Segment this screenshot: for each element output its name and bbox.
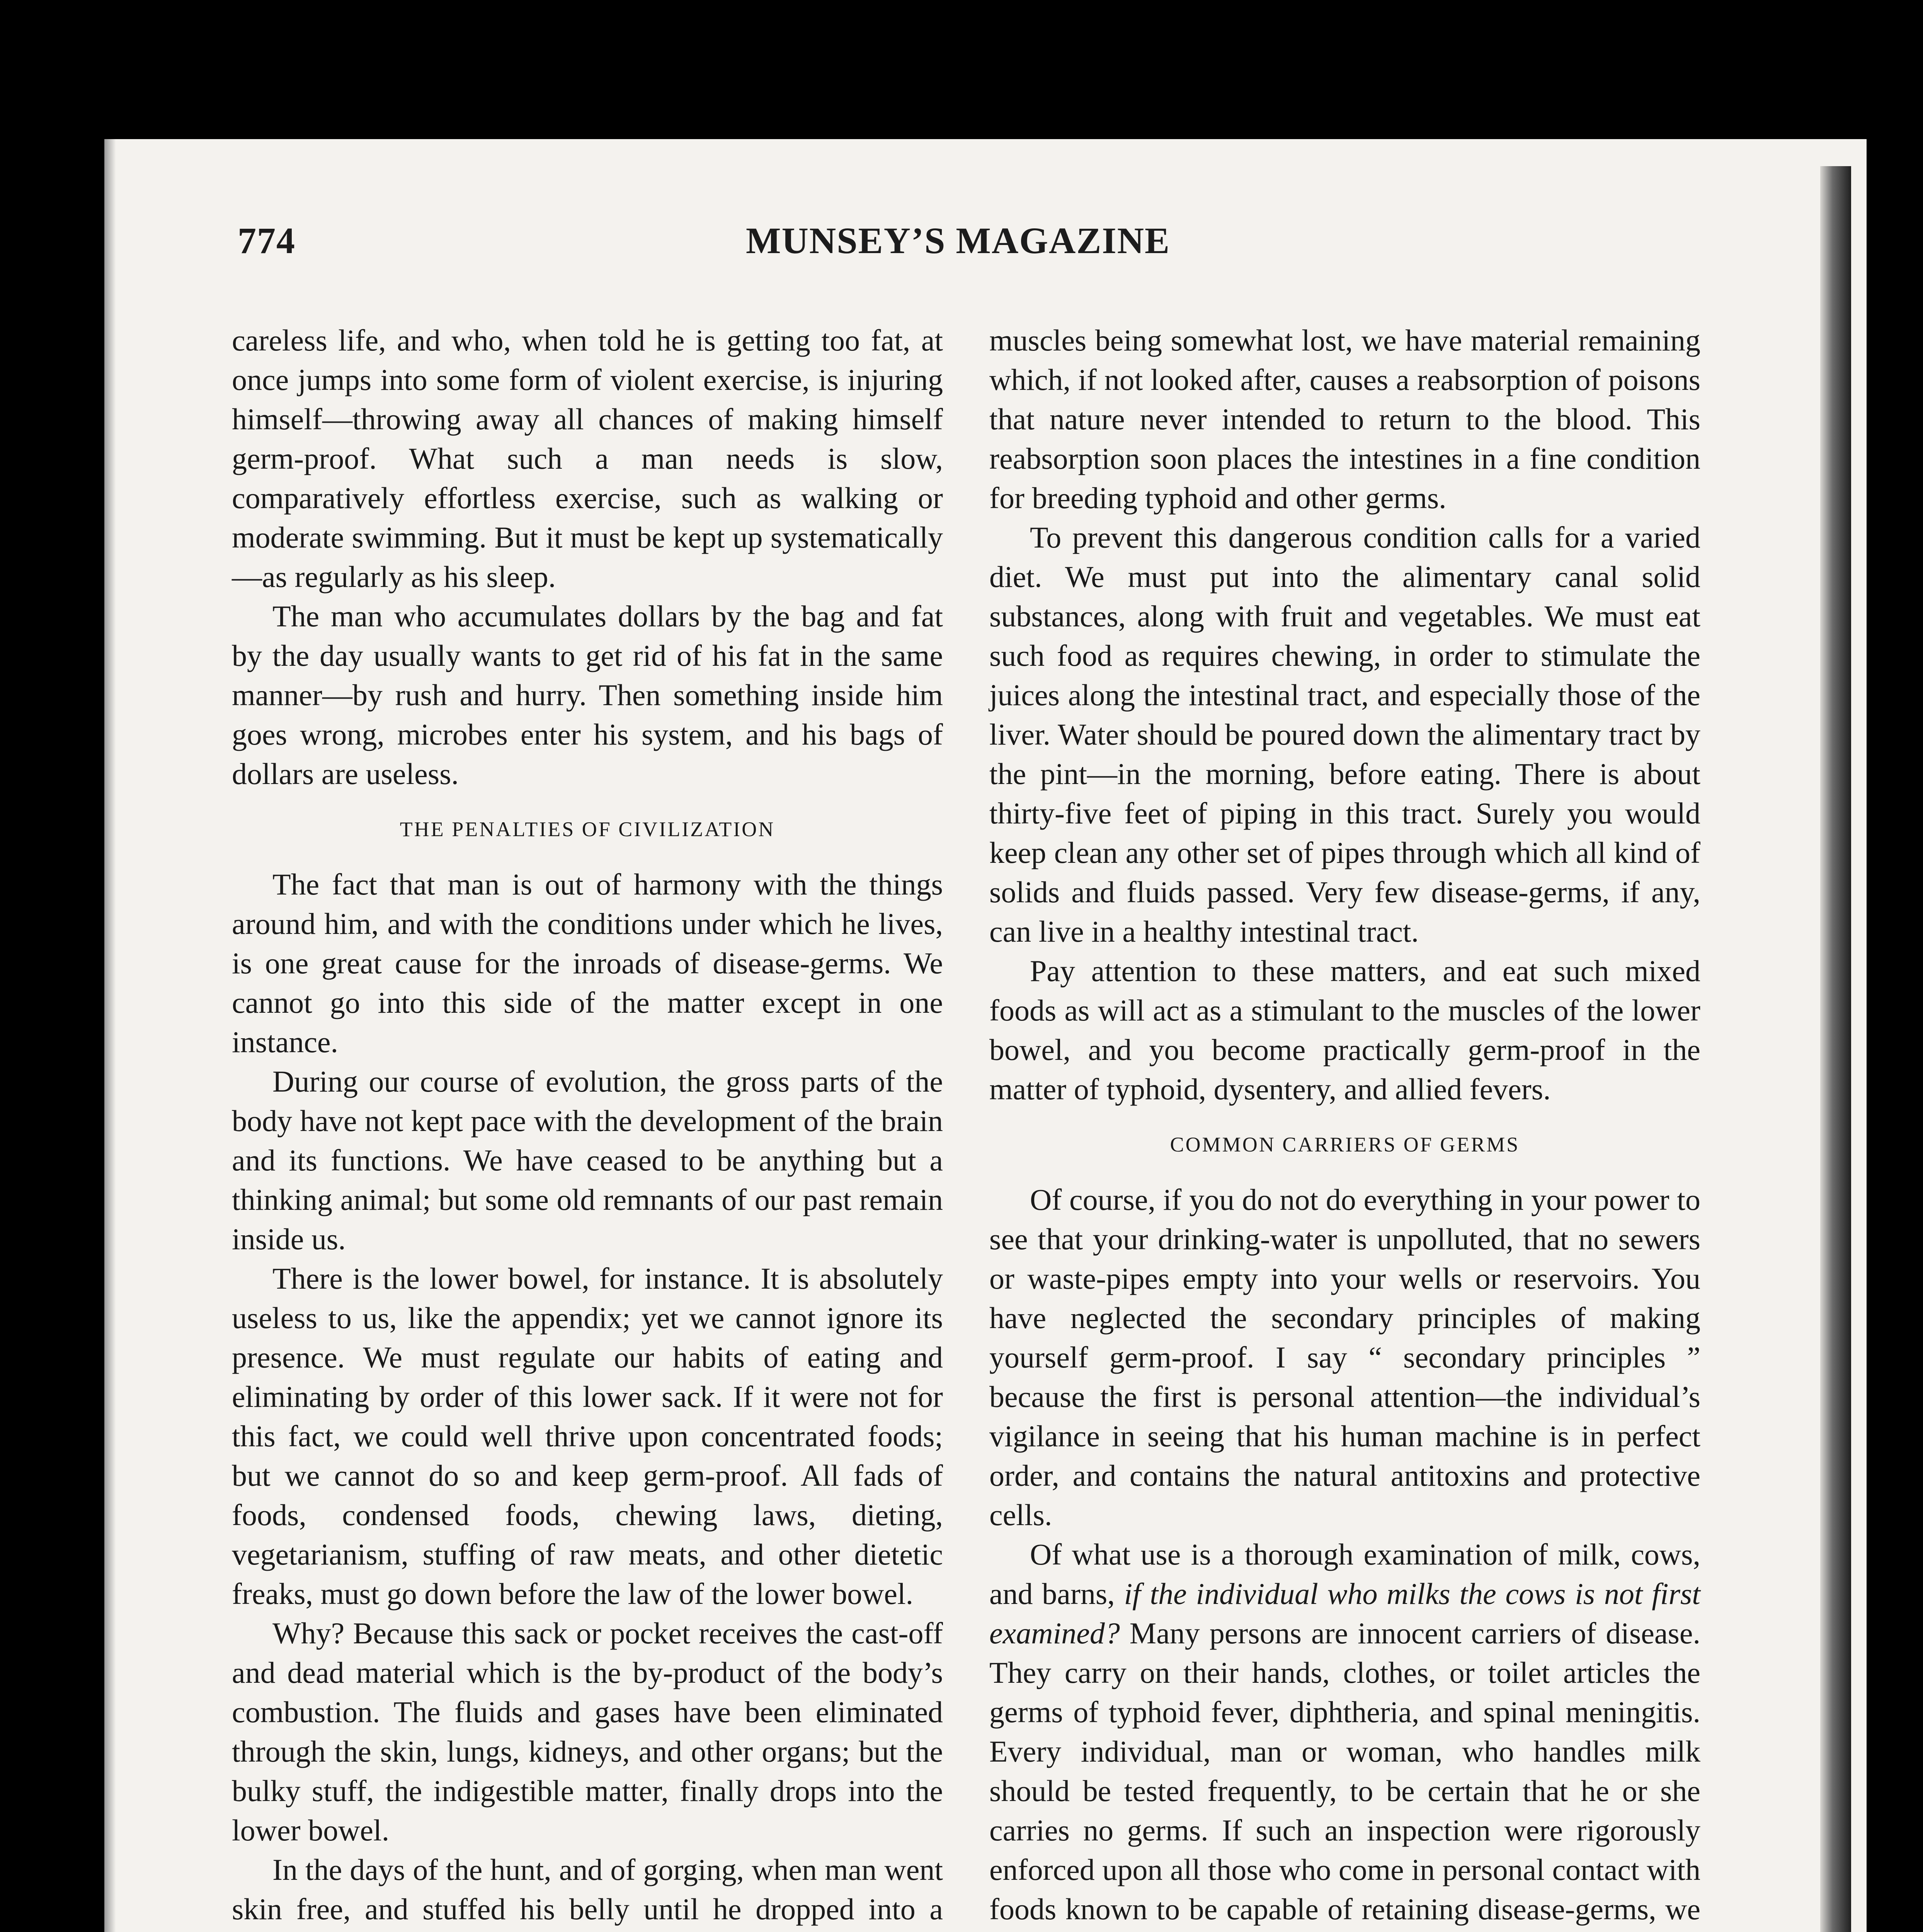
section-heading: COMMON CARRIERS OF GERMS — [1170, 1133, 1520, 1156]
paragraph: Why? Because this sack or pocket receives the cast-off and dead material which is the by-product of the body’s combustion. The fluids and gases have been eliminated through the skin, lungs, kidneys, and other organs; but the bulky stuff, the indigestible matter, finally drops into the lower bowel. — [232, 1616, 943, 1847]
paragraph: The fact that man is out of harmony with the things around him, and with the conditions under which he lives, is one great cause for the inroads of disease-germs. We cannot go into this side of the matter except in one instance. — [232, 867, 943, 1059]
paragraph-text: Of what use is a thorough examination of milk, cows, and barns, — [989, 1537, 1700, 1611]
section-heading: THE PENALTIES OF CIVILIZATION — [400, 818, 775, 841]
left-column — [232, 321, 943, 1932]
paragraph: careless life, and who, when told he is getting too fat, at once jumps into some form of violent exercise, is injuring himself—throwing away all chances of making himself germ-proof. What such a man needs is slow, comparatively effortless exercise, such as walking or moderate swimming. But it must be kept up systematically—as regularly as his sleep. — [232, 323, 943, 594]
paragraph: In the days of the hunt, and of gorging, when man went skin free, and stuffed his belly until he dropped into a — [232, 1853, 943, 1926]
right-column — [989, 321, 1700, 1932]
paragraph: There is the lower bowel, for instance. It is absolutely useless to us, like the appendix; yet we cannot ignore its presence. We must regulate our habits of eating and eliminating by order of this lower sack. If it were not for this fact, we could well thrive upon concentrated foods; but we cannot do so and keep germ-proof. All fads of foods, condensed foods, chewing laws, dieting, vegetarianism, stuffing of raw meats, and other dietetic freaks, must go down before the law of the lower bowel. — [232, 1262, 943, 1611]
paragraph: Of course, if you do not do everything in your power to see that your drinking-water is unpolluted, that no sewers or waste-pipes empty into your wells or reservoirs. You have neglected the secondary principles of making yourself germ-proof. I say “ secondary principles ” because the first is personal attention—the individual’s vigilance in seeing that his human machine is in perfect order, and contains the natural antitoxins and protective cells. — [989, 1183, 1700, 1532]
italic-emphasis: if the individual who milks the cows is not first examined? — [989, 1577, 1700, 1650]
paragraph: muscles being somewhat lost, we have material remaining which, if not looked after, causes a reabsorption of poisons that nature never intended to return to the blood. This reabsorption soon places the intestines in a fine condition for breeding typhoid and other germs. — [989, 323, 1700, 515]
paragraph: Pay attention to these matters, and eat such mixed foods as will act as a stimulant to the muscles of the lower bowel, and you become practically germ-proof in the matter of typhoid, dysentery, and allied fevers. — [989, 954, 1700, 1106]
page-gutter-shadow — [104, 139, 116, 1932]
page-edge-shadow — [1820, 166, 1851, 1932]
paragraph: During our course of evolution, the gross parts of the body have not kept pace with the development of the brain and its functions. We have ceased to be anything but a thinking animal; but some old remnants of our past remain inside us. — [232, 1065, 943, 1256]
paragraph — [989, 1535, 1700, 1932]
paragraph: To prevent this dangerous condition calls for a varied diet. We must put into the alimentary canal solid substances, along with fruit and vegetables. We must eat such food as requires chewing, in order to stimulate the juices along the intestinal tract, and especially those of the liver. Water should be poured down the alimentary tract by the pint—in the morning, before eating. There is about thirty-five feet of piping in this tract. Surely you would keep clean any other set of pipes through which all kind of solids and fluids passed. Very few disease-germs, if any, can live in a healthy intestinal tract. — [989, 520, 1700, 948]
paragraph: The man who accumulates dollars by the bag and fat by the day usually wants to get rid of his fat in the same manner—by rush and hurry. Then something inside him goes wrong, microbes enter his system, and his bags of dollars are useless. — [232, 599, 943, 791]
magazine-title: MUNSEY’S MAGAZINE — [746, 220, 1171, 261]
paragraph-text: Many persons are innocent carriers of disease. They carry on their hands, clothes, or toilet articles the germs of typhoid fever, diphtheria, and spinal meningitis. Every individual, man or woman, who handles milk should be tested frequently, to be certain that he or she carries no germs. If such an inspection were rigorously enforced upon all those who come in personal contact with foods known to be capable of retaining disease-germs, we — [989, 1616, 1700, 1926]
page-number: 774 — [238, 220, 296, 261]
